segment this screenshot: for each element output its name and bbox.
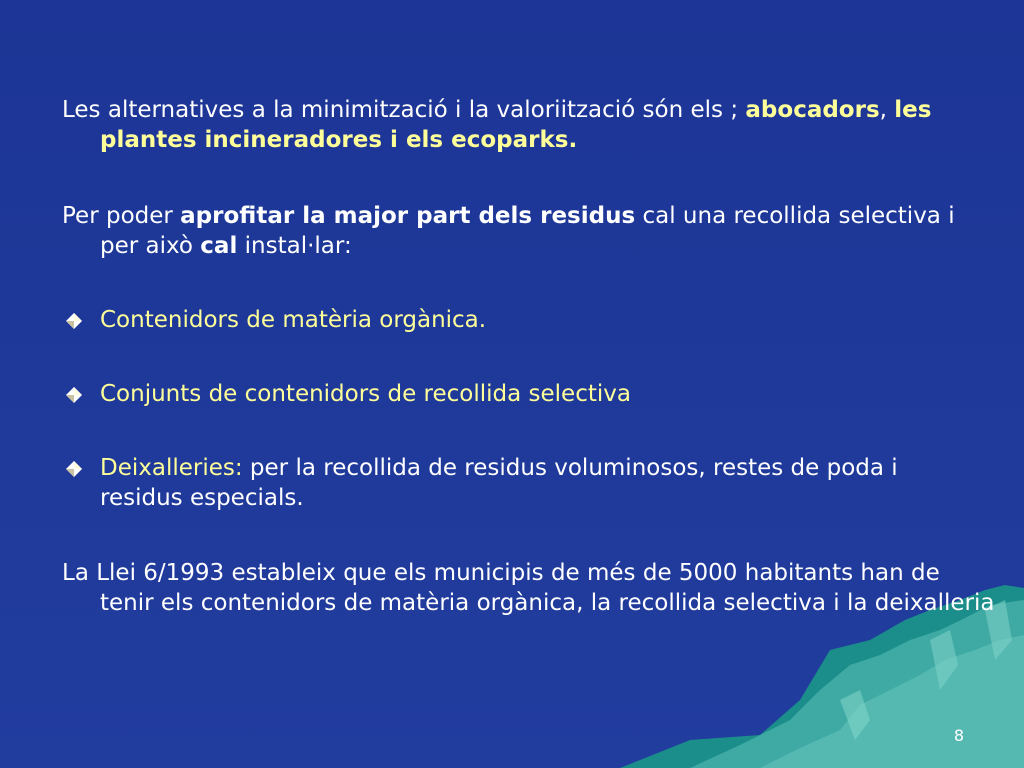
aprofitar-bold-1: aprofitar la major part dels residus	[180, 203, 636, 229]
highlight-plantes: les plantes incineradores i els ecoparks.	[100, 97, 932, 153]
diamond-bullet-icon	[64, 385, 84, 405]
list-item-conjunts	[100, 379, 960, 409]
item-text: Contenidors de matèria orgànica.	[100, 307, 487, 333]
item-label: Deixalleries:	[100, 455, 243, 481]
llei-text: La Llei 6/1993 estableix que els municipis de més de 5000 habitants han de tenir els contenidors de matèria orgànica, la recollida selectiva i la deixalleria	[62, 560, 995, 616]
separator: ,	[879, 97, 895, 123]
paragraph-alternatives	[62, 95, 1000, 155]
aprofitar-text-2: cal una recollida selectiva i per això	[100, 203, 955, 259]
item-text: Conjunts de contenidors de recollida selectiva	[100, 381, 631, 407]
alternatives-text: Les alternatives a la minimització i la valoriització són els ;	[62, 97, 746, 123]
aprofitar-text-3: instal·lar:	[237, 233, 352, 259]
list-item-deixalleries	[100, 453, 960, 513]
page-number: 8	[953, 726, 965, 745]
aprofitar-bold-2: cal	[200, 233, 238, 259]
list-item-contenidors	[100, 305, 960, 335]
diamond-bullet-icon	[64, 311, 84, 331]
item-text: per la recollida de residus voluminosos, restes de poda i residus especials.	[100, 455, 898, 511]
diamond-bullet-icon	[64, 459, 84, 479]
aprofitar-text-1: Per poder	[62, 203, 181, 229]
paragraph-aprofitar	[62, 201, 1000, 261]
paragraph-llei	[62, 558, 1000, 618]
highlight-abocadors: abocadors	[745, 97, 880, 123]
